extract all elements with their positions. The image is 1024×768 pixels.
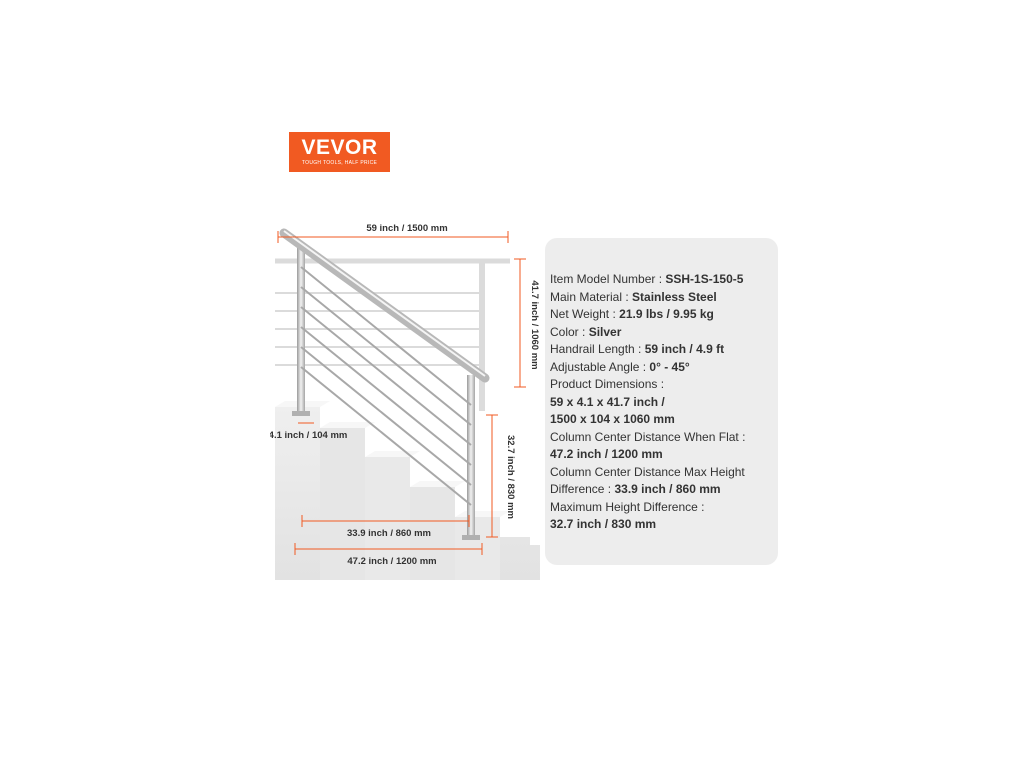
handrail — [284, 233, 485, 378]
spec-label: Product Dimensions : — [550, 377, 665, 391]
spec-value: 59 inch / 4.9 ft — [644, 342, 725, 356]
spec-color — [550, 324, 745, 342]
stairs — [275, 401, 540, 580]
specifications-list — [550, 271, 745, 534]
logo-tagline: TOUGH TOOLS, HALF PRICE — [301, 160, 378, 166]
spec-column-distance-max-height-value — [550, 481, 745, 499]
spec-item-model-number — [550, 271, 745, 289]
railing-dimension-diagram — [270, 215, 540, 580]
specifications-panel — [545, 238, 778, 565]
flat-column-distance-label: 47.2 inch / 1200 mm — [347, 556, 437, 567]
handrail-length-label: 59 inch / 1500 mm — [366, 223, 448, 234]
spec-column-distance-flat — [550, 429, 745, 447]
spec-maximum-height-difference — [550, 499, 745, 517]
spec-label: Adjustable Angle : — [550, 359, 650, 374]
max-height-difference-label: 32.7 inch / 830 mm — [505, 435, 516, 519]
spec-value: 47.2 inch / 1200 mm — [550, 447, 663, 461]
spec-value: 1500 x 104 x 1060 mm — [550, 412, 675, 426]
spec-label: Difference : — [550, 482, 615, 496]
spec-product-dimensions — [550, 376, 745, 394]
spec-value: 59 x 4.1 x 41.7 inch / — [550, 394, 665, 409]
spec-label: Net Weight : — [550, 307, 620, 321]
spec-value: 21.9 lbs / 9.95 kg — [619, 307, 714, 321]
base-width-label: 4.1 inch / 104 mm — [270, 430, 348, 441]
spec-value: Stainless Steel — [632, 289, 717, 304]
spec-product-dimensions-inch — [550, 394, 745, 412]
spec-label: Handrail Length : — [550, 342, 645, 356]
spec-column-distance-flat-value — [550, 446, 745, 464]
max-height-column-distance-label: 33.9 inch / 860 mm — [347, 528, 431, 539]
spec-handrail-length — [550, 341, 745, 359]
spec-label: Column Center Distance When Flat : — [550, 429, 746, 444]
spec-value: SSH-1S-150-5 — [665, 272, 744, 286]
spec-adjustable-angle — [550, 359, 745, 377]
spec-value: 0° - 45° — [649, 359, 690, 374]
spec-value: Silver — [588, 324, 622, 339]
spec-value: 33.9 inch / 860 mm — [614, 482, 721, 496]
spec-column-distance-max-height — [550, 464, 745, 482]
spec-maximum-height-difference-value — [550, 516, 745, 534]
railing-illustration — [270, 215, 540, 580]
spec-label: Color : — [550, 324, 589, 339]
vevor-logo — [289, 132, 390, 172]
spec-label: Item Model Number : — [550, 272, 666, 286]
height-label: 41.7 inch / 1060 mm — [529, 280, 540, 370]
spec-main-material — [550, 289, 745, 307]
spec-label: Maximum Height Difference : — [550, 499, 705, 514]
spec-net-weight — [550, 306, 745, 324]
spec-label: Column Center Distance Max Height — [550, 464, 745, 479]
spec-value: 32.7 inch / 830 mm — [550, 517, 657, 531]
spec-product-dimensions-mm — [550, 411, 745, 429]
spec-label: Main Material : — [550, 289, 633, 304]
logo-brand-text: VEVOR — [301, 136, 378, 159]
